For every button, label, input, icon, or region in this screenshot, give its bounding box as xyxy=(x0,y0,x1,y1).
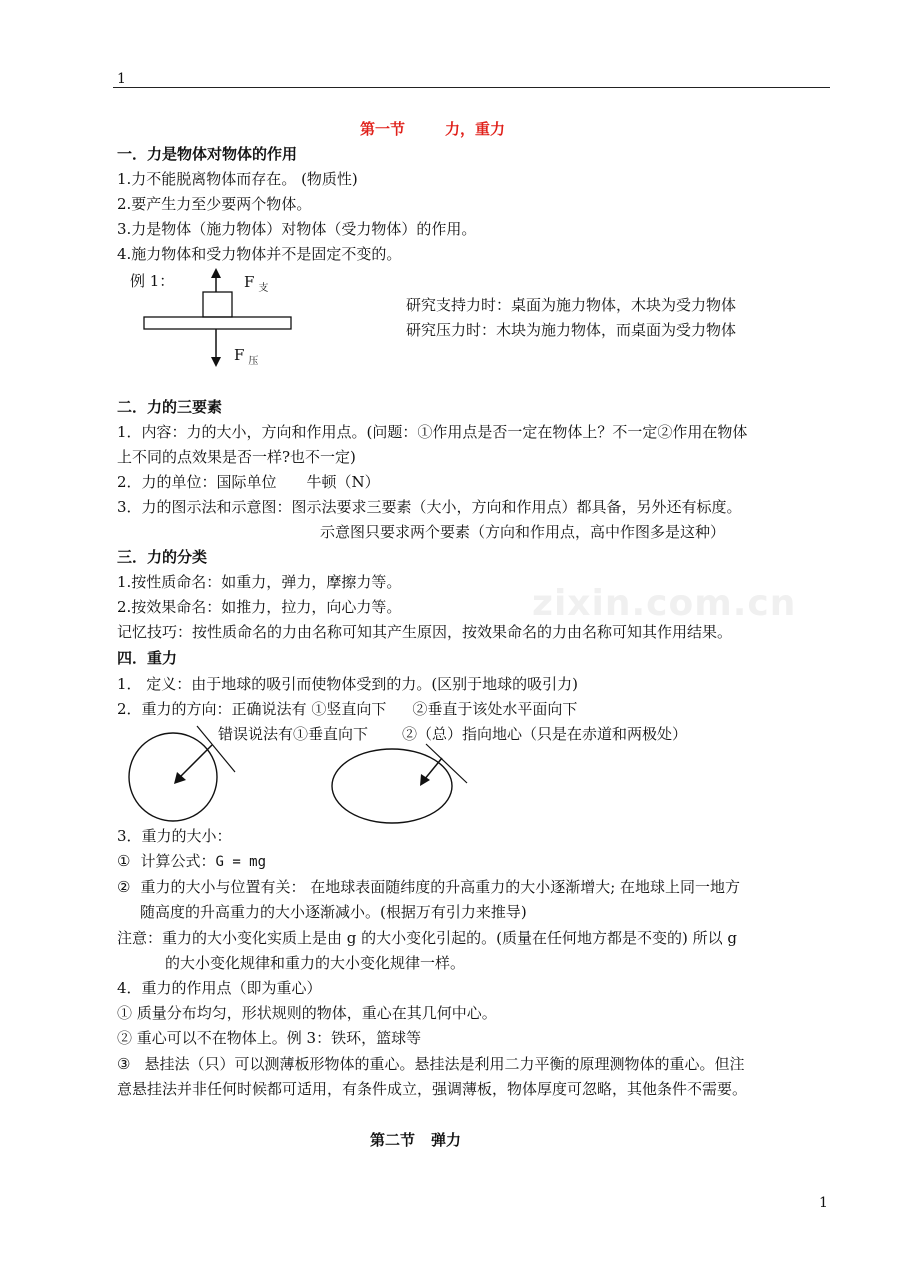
footer-page-number: 1 xyxy=(819,1195,828,1211)
gravity-formula-line xyxy=(117,854,266,869)
force-subscript: 支 xyxy=(258,283,269,294)
list-item: 1.力不能脱离物体而存在。 (物质性) xyxy=(117,170,358,188)
paragraph-line: 意悬挂法并非任何时候都可适用，有条件成立，强调薄板，物体厚度可忽略，其他条件不需要。 xyxy=(117,1080,748,1098)
heading-gravity: 四．重力 xyxy=(117,649,178,667)
example-label: 例 1： xyxy=(130,272,175,290)
ellipse-gravity-arrowhead xyxy=(420,774,430,786)
paragraph-line: 的大小变化规律和重力的大小变化规律一样。 xyxy=(165,954,466,972)
example-note: 研究压力时：木块为施力物体，而桌面为受力物体 xyxy=(406,321,737,339)
list-item: 3.力是物体（施力物体）对物体（受力物体）的作用。 xyxy=(117,220,477,238)
paragraph-line: 上不同的点效果是否一样?也不一定) xyxy=(117,448,356,466)
paragraph-line: 1．内容：力的大小，方向和作用点。(问题：①作用点是否一定在物体上？不一定②作用在物体 xyxy=(117,423,748,441)
circled-number: ② xyxy=(117,878,131,896)
list-item: 4.施力物体和受力物体并不是固定不变的。 xyxy=(117,245,402,263)
gravity-hang-line xyxy=(117,1057,744,1072)
paragraph-line: 2.按效果命名：如推力，拉力，向心力等。 xyxy=(117,598,402,616)
circled-number: ① xyxy=(117,852,131,870)
paragraph-line: 示意图只要求两个要素（方向和作用点，高中作图多是这种） xyxy=(320,523,726,541)
formula-label: 计算公式： xyxy=(140,852,216,870)
paragraph-line: 3．力的图示法和示意图：图示法要求三要素（大小，方向和作用点）都具备，另外还有标度。 xyxy=(117,498,742,516)
force-symbol: F xyxy=(244,273,255,291)
paragraph-line: 记忆技巧：按性质命名的力由名称可知其产生原因，按效果命名的力由名称可知其作用结果。 xyxy=(117,623,733,641)
direction-wrong-part1: 错误说法有①垂直向下 xyxy=(218,725,369,743)
gravity-definition: 1． 定义：由于地球的吸引而使物体受到的力。(区别于地球的吸引力) xyxy=(117,675,579,693)
ellipse-gravity-arrow xyxy=(424,758,442,780)
table-rect xyxy=(144,317,291,329)
paragraph-line: 随高度的升高重力的大小逐渐减小。(根据万有引力来推导) xyxy=(140,903,527,921)
heading-classification: 三．力的分类 xyxy=(117,548,208,566)
paragraph-line: 2．力的单位：国际单位 牛顿（N） xyxy=(117,473,380,491)
pressure-force-label xyxy=(234,346,259,367)
example-note: 研究支持力时：桌面为施力物体，木块为受力物体 xyxy=(406,296,737,314)
heading-three-elements: 二．力的三要素 xyxy=(117,398,223,416)
gravity-point-heading: 4．重力的作用点（即为重心） xyxy=(117,979,322,997)
section2-title-text: 弹力 xyxy=(431,1131,462,1149)
gravity-direction-correct xyxy=(117,702,577,717)
circle-gravity-arrow xyxy=(179,745,212,778)
section1-title-number: 第一节 xyxy=(360,120,406,138)
circled-number: ③ xyxy=(117,1055,131,1073)
support-force-label xyxy=(244,273,269,294)
list-item: 2.要产生力至少要两个物体。 xyxy=(117,195,312,213)
watermark: zixin.com.cn xyxy=(532,583,797,624)
pressure-arrowhead xyxy=(211,357,221,367)
support-arrowhead xyxy=(211,268,221,278)
hang-text: 悬挂法（只）可以测薄板形物体的重心。悬挂法是利用二力平衡的原理测物体的重心。但注 xyxy=(144,1055,745,1073)
header-page-number: 1 xyxy=(117,71,126,87)
section2-title xyxy=(370,1133,461,1148)
paragraph-line: 1.按性质命名：如重力，弹力，摩擦力等。 xyxy=(117,573,402,591)
direction-correct-part1: 2．重力的方向：正确说法有 ①竖直向下 xyxy=(117,700,387,718)
earth-ellipse xyxy=(332,749,452,823)
gravity-magnitude-heading: 3．重力的大小： xyxy=(117,827,232,845)
section2-title-number: 第二节 xyxy=(370,1131,416,1149)
block-rect xyxy=(203,292,232,317)
force-symbol: F xyxy=(234,346,245,364)
paragraph-line: 注意：重力的大小变化实质上是由 g 的大小变化引起的。(质量在任何地方都是不变的) 所以 g xyxy=(117,929,737,947)
list-item: ① 质量分布均匀，形状规则的物体，重心在其几何中心。 xyxy=(117,1004,497,1022)
gravity-direction-wrong xyxy=(218,727,687,742)
ellipse-tangent-line xyxy=(426,744,467,783)
earth-circle xyxy=(129,733,217,821)
force-subscript: 压 xyxy=(248,356,259,367)
heading-force-interaction: 一．力是物体对物体的作用 xyxy=(117,145,298,163)
direction-correct-part2: ②垂直于该处水平面向下 xyxy=(412,700,578,718)
gravity-position-line xyxy=(117,880,740,895)
section1-title-text: 力，重力 xyxy=(445,120,506,138)
list-item: ② 重心可以不在物体上。例 3：铁环，篮球等 xyxy=(117,1029,422,1047)
direction-wrong-part2: ②（总）指向地心（只是在赤道和两极处） xyxy=(402,725,688,743)
position-text: 重力的大小与位置有关： 在地球表面随纬度的升高重力的大小逐渐增大; 在地球上同一地方 xyxy=(140,878,741,896)
formula: G = mg xyxy=(215,854,267,870)
